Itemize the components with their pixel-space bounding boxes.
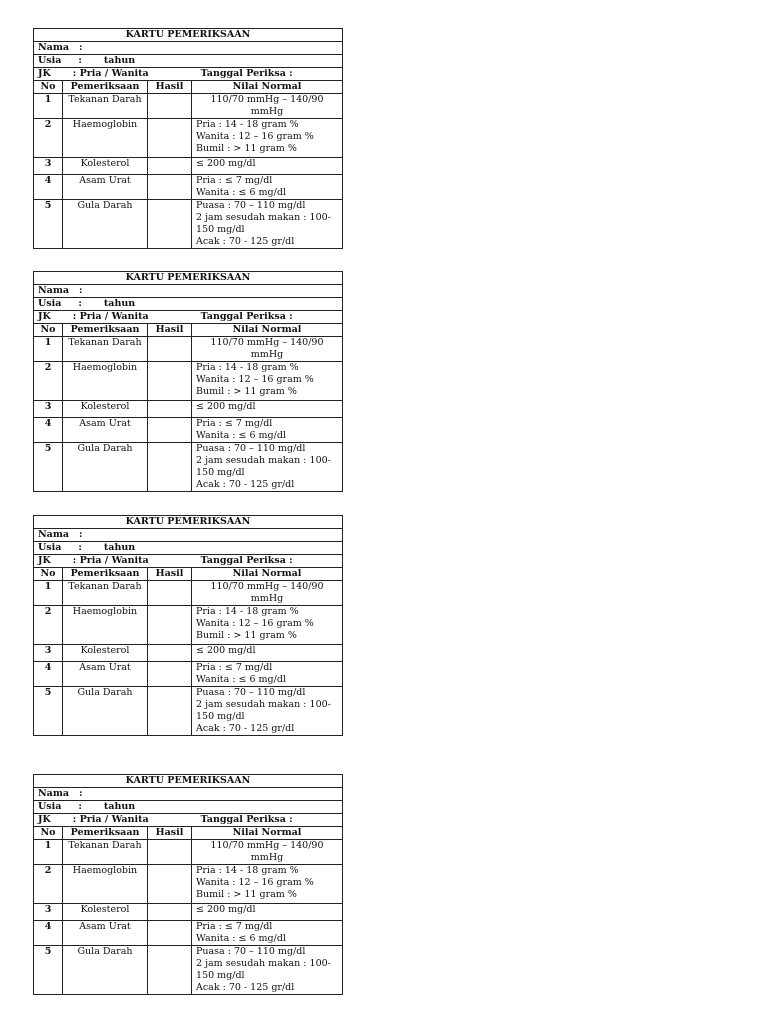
exam-date-label: Tanggal Periksa : [200, 68, 293, 79]
result-cell[interactable] [148, 418, 192, 443]
table-row [34, 200, 343, 249]
table-row [34, 606, 343, 645]
header-normal-value: Nilai Normal [192, 568, 343, 581]
result-cell[interactable] [148, 687, 192, 736]
header-result: Hasil [148, 324, 192, 337]
table-header [34, 324, 343, 337]
card-title: KARTU PEMERIKSAAN [34, 516, 343, 529]
exam-name: Haemoglobin [63, 606, 148, 645]
normal-value: 110/70 mmHg – 140/90 mmHg [192, 840, 343, 865]
exam-name: Asam Urat [63, 175, 148, 200]
result-cell[interactable] [148, 946, 192, 995]
age-unit: tahun [103, 55, 136, 66]
name-label: Nama [38, 285, 70, 296]
exam-name: Gula Darah [63, 946, 148, 995]
result-cell[interactable] [148, 645, 192, 662]
normal-value: Pria : ≤ 7 mg/dl Wanita : ≤ 6 mg/dl [192, 175, 343, 200]
age-unit: tahun [103, 298, 136, 309]
normal-value: Pria : ≤ 7 mg/dl Wanita : ≤ 6 mg/dl [192, 662, 343, 687]
result-cell[interactable] [148, 119, 192, 158]
exam-name: Tekanan Darah [63, 840, 148, 865]
header-normal-value: Nilai Normal [192, 827, 343, 840]
age-label: Usia [38, 55, 62, 66]
exam-date-label: Tanggal Periksa : [200, 311, 293, 322]
row-number: 5 [34, 946, 63, 995]
result-cell[interactable] [148, 175, 192, 200]
gender-date-row[interactable] [34, 311, 343, 324]
age-unit: tahun [103, 542, 136, 553]
exam-name: Gula Darah [63, 687, 148, 736]
age-label: Usia [38, 801, 62, 812]
row-number: 4 [34, 418, 63, 443]
header-result: Hasil [148, 827, 192, 840]
gender-options: : Pria / Wanita [72, 311, 149, 322]
row-number: 2 [34, 362, 63, 401]
exam-name: Kolesterol [63, 904, 148, 921]
result-cell[interactable] [148, 904, 192, 921]
table-row [34, 662, 343, 687]
row-number: 1 [34, 337, 63, 362]
normal-value: 110/70 mmHg – 140/90 mmHg [192, 94, 343, 119]
table-row [34, 904, 343, 921]
name-field[interactable]: Nama : [34, 788, 343, 801]
normal-value: Pria : 14 - 18 gram % Wanita : 12 – 16 gram % Bumil : > 11 gram % [192, 865, 343, 904]
card-title: KARTU PEMERIKSAAN [34, 775, 343, 788]
header-no: No [34, 827, 63, 840]
gender-date-row[interactable] [34, 814, 343, 827]
exam-name: Tekanan Darah [63, 337, 148, 362]
row-number: 1 [34, 840, 63, 865]
row-number: 3 [34, 401, 63, 418]
examination-card [33, 28, 343, 249]
header-normal-value: Nilai Normal [192, 324, 343, 337]
result-cell[interactable] [148, 606, 192, 645]
row-number: 3 [34, 645, 63, 662]
age-field[interactable]: Usia : tahun [34, 55, 343, 68]
result-cell[interactable] [148, 443, 192, 492]
gender-label: JK [38, 814, 51, 825]
row-number: 2 [34, 119, 63, 158]
normal-value: ≤ 200 mg/dl [192, 904, 343, 921]
normal-value: Pria : 14 - 18 gram % Wanita : 12 – 16 gram % Bumil : > 11 gram % [192, 119, 343, 158]
exam-name: Haemoglobin [63, 362, 148, 401]
header-result: Hasil [148, 81, 192, 94]
exam-name: Kolesterol [63, 645, 148, 662]
row-number: 4 [34, 175, 63, 200]
exam-name: Asam Urat [63, 662, 148, 687]
result-cell[interactable] [148, 581, 192, 606]
name-field[interactable]: Nama : [34, 529, 343, 542]
table-row [34, 687, 343, 736]
name-field[interactable]: Nama : [34, 285, 343, 298]
header-normal-value: Nilai Normal [192, 81, 343, 94]
row-number: 5 [34, 687, 63, 736]
card-title: KARTU PEMERIKSAAN [34, 29, 343, 42]
result-cell[interactable] [148, 840, 192, 865]
normal-value: 110/70 mmHg – 140/90 mmHg [192, 581, 343, 606]
row-number: 2 [34, 606, 63, 645]
normal-value: Puasa : 70 – 110 mg/dl 2 jam sesudah makan : 100- 150 mg/dl Acak : 70 - 125 gr/dl [192, 200, 343, 249]
normal-value: ≤ 200 mg/dl [192, 645, 343, 662]
gender-options: : Pria / Wanita [72, 555, 149, 566]
age-field[interactable]: Usia : tahun [34, 542, 343, 555]
table-header [34, 827, 343, 840]
age-field[interactable]: Usia : tahun [34, 801, 343, 814]
age-label: Usia [38, 542, 62, 553]
name-label: Nama [38, 529, 70, 540]
normal-value: Puasa : 70 – 110 mg/dl 2 jam sesudah makan : 100- 150 mg/dl Acak : 70 - 125 gr/dl [192, 946, 343, 995]
gender-options: : Pria / Wanita [72, 814, 149, 825]
name-field[interactable]: Nama : [34, 42, 343, 55]
row-number: 4 [34, 662, 63, 687]
gender-label: JK [38, 68, 51, 79]
examination-card [33, 774, 343, 995]
gender-options: : Pria / Wanita [72, 68, 149, 79]
normal-value: Pria : 14 - 18 gram % Wanita : 12 – 16 gram % Bumil : > 11 gram % [192, 362, 343, 401]
header-no: No [34, 568, 63, 581]
result-cell[interactable] [148, 94, 192, 119]
normal-value: Pria : 14 - 18 gram % Wanita : 12 – 16 gram % Bumil : > 11 gram % [192, 606, 343, 645]
header-no: No [34, 81, 63, 94]
exam-name: Gula Darah [63, 200, 148, 249]
exam-name: Tekanan Darah [63, 581, 148, 606]
result-cell[interactable] [148, 865, 192, 904]
normal-value: Pria : ≤ 7 mg/dl Wanita : ≤ 6 mg/dl [192, 921, 343, 946]
table-row [34, 362, 343, 401]
table-row [34, 94, 343, 119]
table-row [34, 119, 343, 158]
table-row [34, 175, 343, 200]
normal-value: 110/70 mmHg – 140/90 mmHg [192, 337, 343, 362]
table-row [34, 401, 343, 418]
result-cell[interactable] [148, 921, 192, 946]
result-cell[interactable] [148, 662, 192, 687]
row-number: 2 [34, 865, 63, 904]
examination-card [33, 271, 343, 492]
exam-name: Kolesterol [63, 401, 148, 418]
gender-label: JK [38, 555, 51, 566]
exam-date-label: Tanggal Periksa : [200, 555, 293, 566]
table-row [34, 865, 343, 904]
exam-name: Asam Urat [63, 418, 148, 443]
row-number: 4 [34, 921, 63, 946]
exam-name: Asam Urat [63, 921, 148, 946]
table-header [34, 81, 343, 94]
exam-name: Tekanan Darah [63, 94, 148, 119]
normal-value: Puasa : 70 – 110 mg/dl 2 jam sesudah makan : 100- 150 mg/dl Acak : 70 - 125 gr/dl [192, 443, 343, 492]
table-row [34, 921, 343, 946]
examination-card [33, 515, 343, 736]
normal-value: Puasa : 70 – 110 mg/dl 2 jam sesudah makan : 100- 150 mg/dl Acak : 70 - 125 gr/dl [192, 687, 343, 736]
age-unit: tahun [103, 801, 136, 812]
name-label: Nama [38, 788, 70, 799]
row-number: 3 [34, 158, 63, 175]
gender-date-row[interactable] [34, 68, 343, 81]
result-cell[interactable] [148, 200, 192, 249]
gender-date-row[interactable] [34, 555, 343, 568]
table-row [34, 158, 343, 175]
card-title: KARTU PEMERIKSAAN [34, 272, 343, 285]
header-exam: Pemeriksaan [63, 324, 148, 337]
result-cell[interactable] [148, 362, 192, 401]
gender-label: JK [38, 311, 51, 322]
header-result: Hasil [148, 568, 192, 581]
table-row [34, 581, 343, 606]
table-row [34, 418, 343, 443]
normal-value: Pria : ≤ 7 mg/dl Wanita : ≤ 6 mg/dl [192, 418, 343, 443]
table-row [34, 443, 343, 492]
exam-name: Gula Darah [63, 443, 148, 492]
table-row [34, 645, 343, 662]
row-number: 5 [34, 443, 63, 492]
exam-name: Haemoglobin [63, 119, 148, 158]
table-row [34, 946, 343, 995]
age-label: Usia [38, 298, 62, 309]
age-field[interactable]: Usia : tahun [34, 298, 343, 311]
row-number: 5 [34, 200, 63, 249]
name-label: Nama [38, 42, 70, 53]
result-cell[interactable] [148, 401, 192, 418]
result-cell[interactable] [148, 337, 192, 362]
header-exam: Pemeriksaan [63, 81, 148, 94]
exam-date-label: Tanggal Periksa : [200, 814, 293, 825]
normal-value: ≤ 200 mg/dl [192, 158, 343, 175]
result-cell[interactable] [148, 158, 192, 175]
header-no: No [34, 324, 63, 337]
row-number: 1 [34, 581, 63, 606]
table-row [34, 337, 343, 362]
header-exam: Pemeriksaan [63, 827, 148, 840]
row-number: 3 [34, 904, 63, 921]
table-header [34, 568, 343, 581]
exam-name: Kolesterol [63, 158, 148, 175]
row-number: 1 [34, 94, 63, 119]
header-exam: Pemeriksaan [63, 568, 148, 581]
normal-value: ≤ 200 mg/dl [192, 401, 343, 418]
table-row [34, 840, 343, 865]
exam-name: Haemoglobin [63, 865, 148, 904]
